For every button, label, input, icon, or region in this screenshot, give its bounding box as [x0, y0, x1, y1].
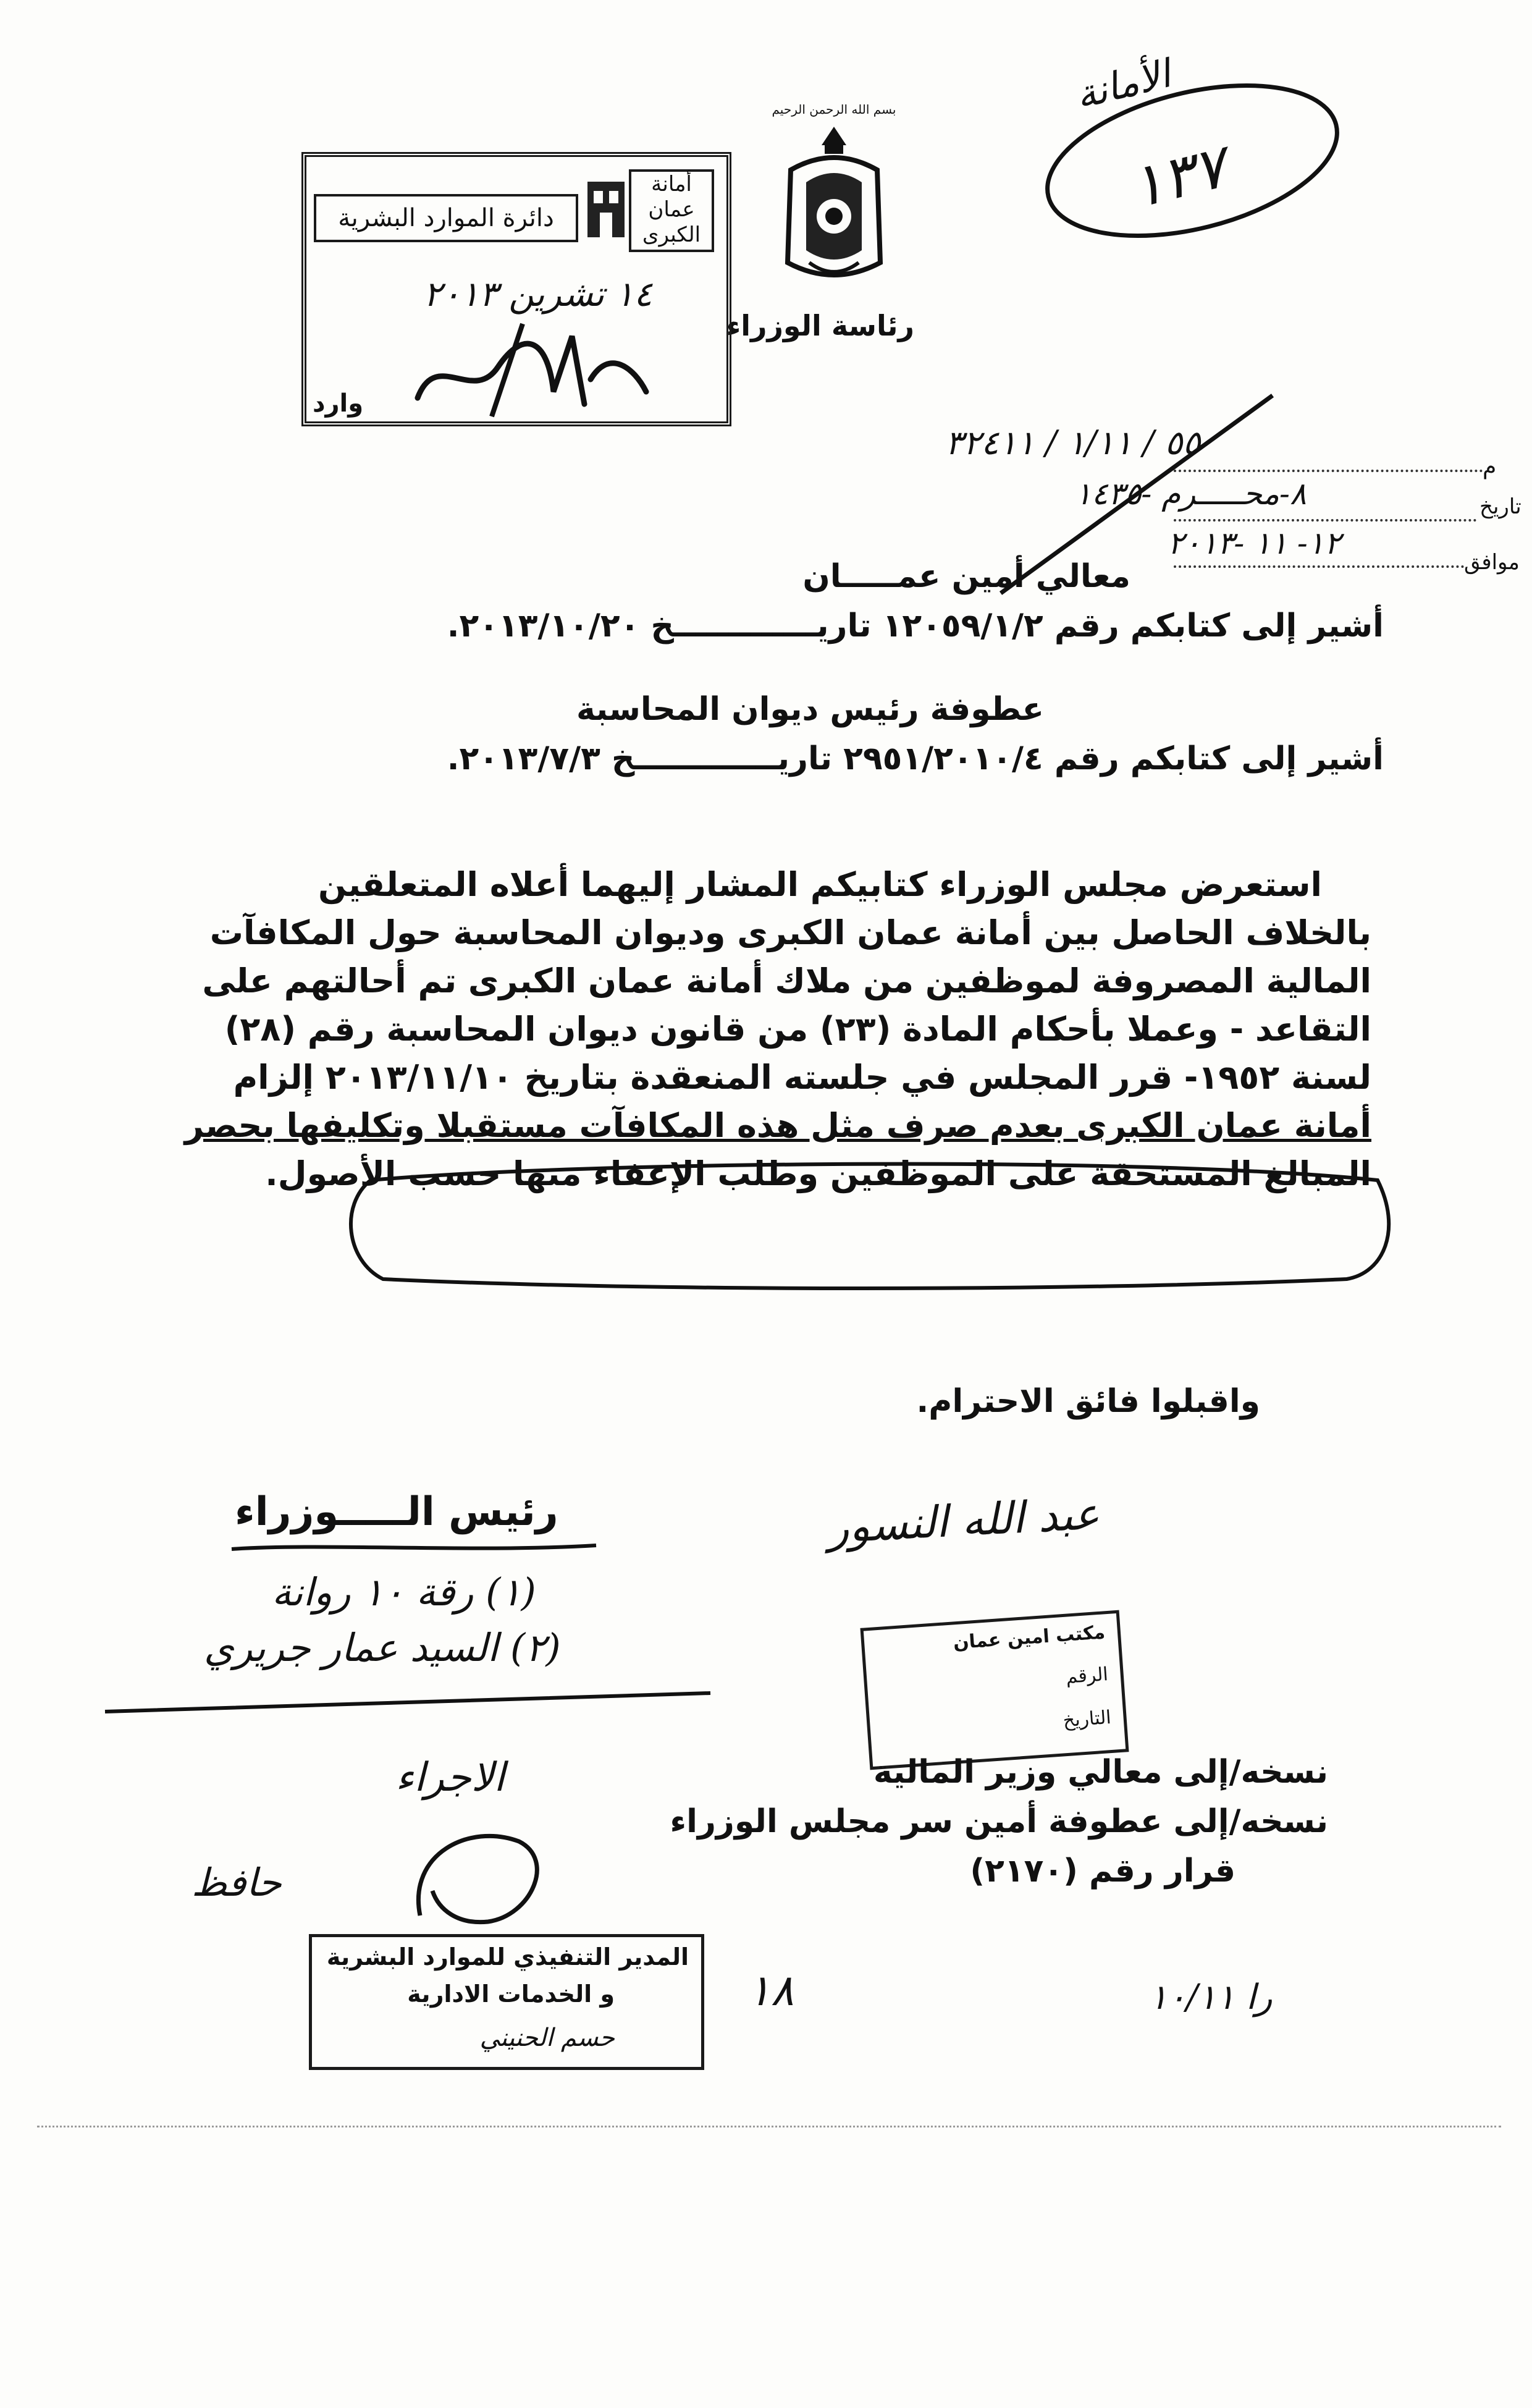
signature-title: رئيس الـــــوزراء [235, 1489, 558, 1535]
hr-stamp-org-line3: الكبرى [642, 222, 701, 247]
bottom-stamp-line-2: و الخدمات الادارية [407, 1980, 615, 2008]
margin-date: را ١٠/١١ [1149, 1977, 1273, 2017]
hr-stamp-signature [399, 311, 659, 425]
office-stamp [860, 1610, 1129, 1770]
bottom-hr-stamp [309, 1934, 704, 2070]
basmala: بسم الله الرحمن الرحيم [772, 102, 896, 117]
body-line: لسنة ١٩٥٢- قرر المجلس في جلسته المنعقدة بتاريخ ٢٠١٣/١١/١٠ إلزام [233, 1058, 1371, 1097]
distribution-line-1: نسخه/إلى معالي وزير المالية [873, 1754, 1328, 1791]
hr-stamp-org-line1: أمانة [651, 172, 692, 196]
hr-stamp-org-line2: عمان [648, 196, 695, 222]
gregorian-date: ١٢- ١١ -٢٠١٣ [1168, 525, 1341, 561]
hr-stamp-department: دائرة الموارد البشرية [314, 194, 578, 242]
body-line: أمانة عمان الكبرى بعدم صرف مثل هذه المكافآت مستقبلا وتكليفها بحصر [184, 1106, 1371, 1145]
body-highlight-oval [334, 1155, 1408, 1298]
hr-stamp-header [313, 169, 714, 250]
handwritten-note-2: (٢) السيد عمار جريري [204, 1625, 561, 1670]
body-line: التقاعد - وعملا بأحكام المادة (٢٣) من قانون ديوان المحاسبة رقم (٢٨) [224, 1010, 1371, 1049]
hr-stamp-logo [584, 169, 628, 247]
corner-annotation [1025, 37, 1359, 247]
bottom-stamp-line-3: حسم الحنيني [479, 2024, 615, 2052]
emblem-icon [772, 120, 896, 306]
handwritten-loop [395, 1817, 568, 1940]
body-line: المالية المصروفة لموظفين من ملاك أمانة عمان الكبرى تم أحالتهم على [202, 961, 1371, 1000]
reference-number: ٥٥ / ١/١١ / ٣٢٤١١ [945, 423, 1201, 462]
closing: واقبلوا فائق الاحترام. [916, 1383, 1260, 1420]
decision-number: قرار رقم (٢١٧٠) [970, 1852, 1235, 1890]
hr-incoming-stamp [301, 152, 731, 426]
body-line: بالخلاف الحاصل بين أمانة عمان الكبرى وديوان المحاسبة حول المكافآت [209, 913, 1371, 952]
handwritten-note-1: (١) رقة ١٠ روانة [272, 1569, 536, 1615]
reference-line-2: أشير إلى كتابكم رقم ٢٩٥١/٢٠١٠/٤ تاريـــــــــــــخ ٢٠١٣/٧/٣. [447, 740, 1384, 777]
office-stamp-line-3: التاريخ [1062, 1706, 1112, 1732]
office-stamp-line-2: الرقم [1065, 1663, 1109, 1688]
royal-emblem [772, 102, 896, 300]
hr-stamp-date: ١٤ تشرين ٢٠١٣ [423, 274, 652, 315]
recipient-1: معالي أمين عمـــــان [802, 558, 1130, 595]
distribution-line-2: نسخه/إلى عطوفة أمين سر مجلس الوزراء [670, 1803, 1328, 1840]
corner-annotation-number: ١٣٧ [1123, 131, 1233, 222]
office-stamp-line-1: مكتب امين عمان [952, 1621, 1106, 1654]
body-line: المبالغ المستحقة على الموظفين وطلب الإعفاء منها حسب الأصول. [265, 1154, 1371, 1193]
prime-minister-signature: عبد الله النسور [827, 1488, 1101, 1553]
hr-stamp-incoming: وارد [313, 389, 364, 418]
letter-body [185, 865, 1371, 1202]
handwritten-note-3: الاجراء [395, 1755, 505, 1801]
date-label: تاريخ [1479, 494, 1521, 519]
hr-stamp-org [629, 169, 714, 252]
reference-number-label: م [1483, 454, 1497, 479]
page-bottom-border [37, 2126, 1501, 2127]
handwritten-note-4: حافظ [192, 1860, 282, 1905]
corner-annotation-top: الأمانة [1071, 51, 1175, 118]
signature-title-underline [229, 1542, 599, 1554]
attach-label: موافق [1464, 550, 1520, 575]
margin-number: ١٨ [747, 1965, 794, 2016]
ministry-name: رئاسة الوزراء [726, 309, 914, 342]
notes-separator-line [99, 1687, 717, 1724]
bottom-stamp-line-1: المدير التنفيذي للموارد البشرية [326, 1943, 689, 1971]
hijri-date: ٨-محـــــرم -١٤٣٥ [1075, 476, 1307, 512]
reference-line-1: أشير إلى كتابكم رقم ١٢٠٥٩/١/٢ تاريـــــــــــــخ ٢٠١٣/١٠/٢٠. [447, 607, 1384, 644]
body-line: استعرض مجلس الوزراء كتابيكم المشار إليهما أعلاه المتعلقين [318, 865, 1322, 904]
hr-signature-scribble [399, 311, 659, 423]
recipient-2: عطوفة رئيس ديوان المحاسبة [576, 691, 1044, 728]
amman-logo-icon [584, 169, 628, 247]
